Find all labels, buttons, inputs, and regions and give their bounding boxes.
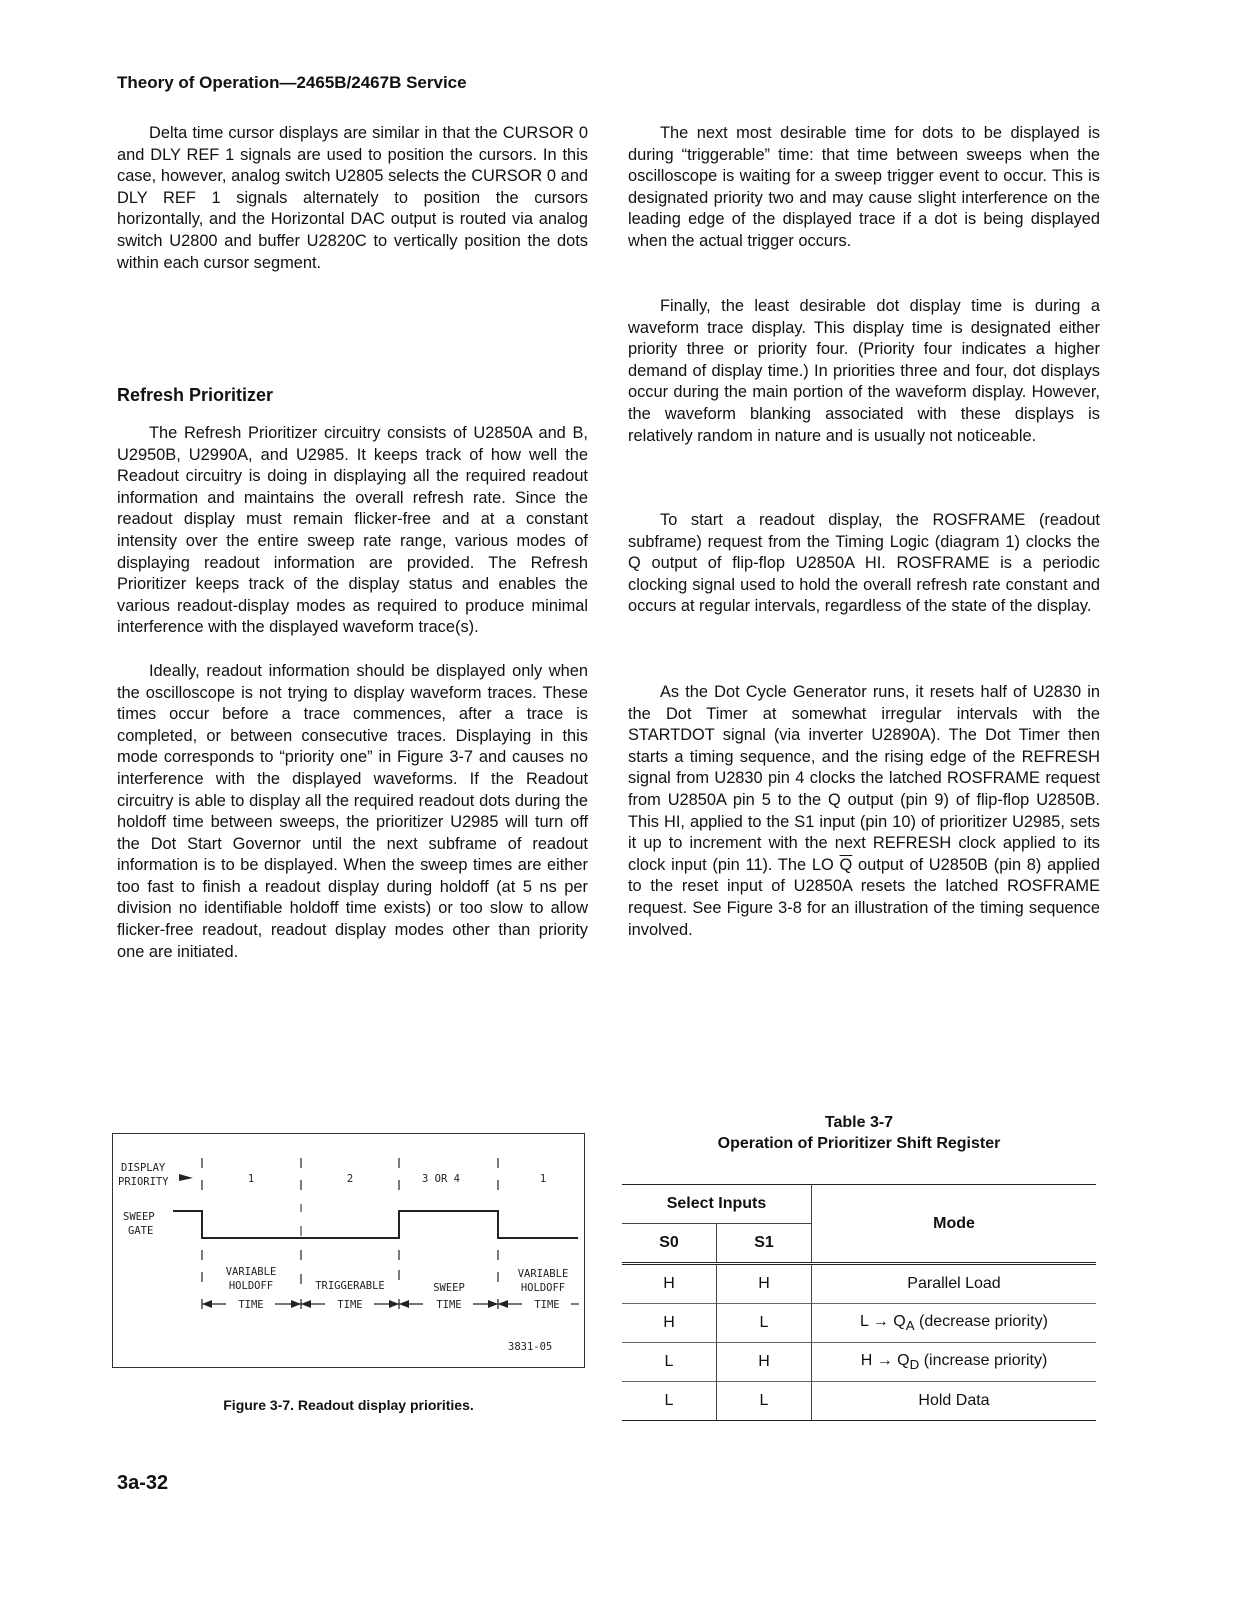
s1-cell: H — [717, 1264, 812, 1304]
table-header-row — [622, 1185, 1096, 1224]
gate-label: GATE — [128, 1225, 154, 1237]
s1-cell: H — [717, 1343, 812, 1382]
paragraph: The next most desirable time for dots to be displayed is during “triggerable” time: that time between sweeps when the oscilloscope is waiting for a sweep trigger event to occur. This is designated priority two and may cause slight interference on the leading edge of the displayed trace if a dot is being displayed when the actual trigger occurs. — [628, 124, 1100, 250]
prioritizer-table — [622, 1184, 1096, 1421]
s0-cell: L — [622, 1382, 717, 1421]
paragraph: To start a readout display, the ROSFRAME (readout subframe) request from the Timing Logic (diagram 1) clocks the Q output of flip-flop U2850A HI. ROSFRAME is a periodic clocking signal used to hold the overall refresh rate constant and occurs at regular intervals, regardless of the state of the display. — [628, 511, 1100, 616]
s1-header: S1 — [717, 1224, 812, 1264]
mode-text: (increase priority) — [919, 1351, 1048, 1369]
sweep-label: SWEEP — [123, 1211, 155, 1223]
s1-cell: L — [717, 1304, 812, 1343]
display-label: DISPLAY — [121, 1162, 166, 1174]
figure-code: 3831-05 — [508, 1341, 553, 1353]
paragraph: The Refresh Prioritizer circuitry consists of U2850A and B, U2950B, U2990A, and U2985. It keeps track of how well the Readout circuitry is doing in displaying all the required readout information and maintains the overall refresh rate. Since the readout display must remain flicker-free and at a constant intensity over the entire sweep rate range, various modes of displaying readout information are provided. The Refresh Prioritizer keeps track of the display status and enables the various readout-display modes as required to produce minimal interference with the displayed waveform trace(s). — [117, 424, 588, 637]
priority-value: 1 — [539, 1173, 547, 1185]
interval-label: VARIABLE — [225, 1266, 277, 1278]
paragraph: Delta time cursor displays are similar in that the CURSOR 0 and DLY REF 1 signals are used to position the cursors. In this case, however, analog switch U2805 selects the CURSOR 0 and DLY REF 1 signals alternately to position the cursors horizontally, and the Horizontal DAC output is routed via analog switch U2800 and buffer U2820C to vertically position the dots within each cursor segment. — [117, 124, 588, 272]
interval-label: TIME — [534, 1299, 560, 1311]
paragraph: Finally, the least desirable dot display time is during a waveform trace display. This display time is designated either priority three or priority four. (Priority four indicates a higher demand of display time.) In priorities three and four, dot displays occur during the main portion of the waveform display. However, the waveform blanking associated with these displays is relatively random in nature and is usually not noticeable. — [628, 297, 1100, 445]
s0-cell: H — [622, 1264, 717, 1304]
figure-caption: Figure 3-7. Readout display priorities. — [223, 1397, 474, 1413]
paragraph: Ideally, readout information should be displayed only when the oscilloscope is not trying to display waveform traces. These times occur before a trace commences, after a trace is completed, or between consecutive traces. Displaying in this mode corresponds to “priority one” in Figure 3-7 and causes no interference with the displayed waveforms. If the Readout circuitry is able to display all the required readout dots during the holdoff time between sweeps, the prioritizer U2985 will turn off the Dot Start Governor until the next subframe of readout information is to be displayed. When the sweep times are either too fast to finish a readout display during holdoff (at 5 ns per division no identifiable holdoff time exists) or too slow to allow flicker-free readout, readout display modes other than priority one are initiated. — [117, 661, 588, 961]
right-column-p2 — [628, 296, 1100, 447]
right-column-p1 — [628, 123, 1100, 253]
arrowhead-icon — [301, 1300, 311, 1308]
interval-label: VARIABLE — [517, 1268, 569, 1280]
mode-text: Parallel Load — [907, 1275, 1001, 1292]
interval-label: HOLDOFF — [520, 1282, 566, 1294]
paragraph-text: As the Dot Cycle Generator runs, it resets half of U2830 in the Dot Timer at somewhat irregular intervals with the STARTDOT signal (via inverter U2890A). The Dot Timer then starts a timing sequence, and the rising edge of the REFRESH signal from U2830 pin 4 clocks the latched ROSFRAME request from U2850A pin 5 to the Q output (pin 9) of flip-flop U2850B. This HI, applied to the S1 input (pin 10) of prioritizer U2985, sets it up to increment with the next REFRESH clock applied to its clock input (pin 11). The LO — [628, 683, 1100, 874]
interval-label: TRIGGERABLE — [315, 1280, 385, 1292]
sweep-gate-waveform — [173, 1211, 578, 1238]
mode-subscript: D — [909, 1357, 920, 1373]
mode-cell — [812, 1264, 1097, 1304]
right-column-p4 — [628, 682, 1100, 941]
mode-text: (decrease priority) — [914, 1312, 1048, 1330]
mode-text: H → Q — [860, 1351, 910, 1369]
page-header: Theory of Operation—2465B/2467B Service — [117, 73, 467, 92]
table-number: Table 3-7 — [824, 1114, 894, 1131]
arrowhead-icon — [498, 1300, 508, 1308]
interval-label: TIME — [436, 1299, 462, 1311]
table-row — [622, 1343, 1096, 1382]
table-row — [622, 1382, 1096, 1421]
interval-label: TIME — [337, 1299, 363, 1311]
table-row — [622, 1264, 1096, 1304]
select-inputs-header: Select Inputs — [622, 1185, 812, 1224]
priority-value: 2 — [346, 1173, 354, 1185]
mode-subscript: A — [905, 1318, 915, 1334]
s0-cell: H — [622, 1304, 717, 1343]
left-column-body — [117, 423, 588, 963]
figure-3-7 — [112, 1133, 585, 1368]
q-bar-symbol: $\overline{Q}$ — [839, 855, 853, 874]
priority-value: 1 — [247, 1173, 255, 1185]
arrowhead-icon — [389, 1300, 399, 1308]
table-title: Operation of Prioritizer Shift Register — [717, 1135, 1001, 1152]
mode-text: Hold Data — [918, 1392, 990, 1409]
page-number: 3a-32 — [117, 1472, 169, 1494]
priority-label: PRIORITY — [118, 1176, 169, 1188]
arrowhead-icon — [399, 1300, 409, 1308]
mode-text: L → Q — [860, 1312, 906, 1330]
paragraph — [628, 682, 1100, 941]
paragraph-text: output of U2850B (pin 8) applied to the reset input of U2850A resets the latched ROSFRAME request. See Figure 3-8 for an illustration of the timing sequence involved. — [628, 855, 1100, 939]
s0-header: S0 — [622, 1224, 717, 1264]
mode-cell — [812, 1304, 1097, 1343]
interval-label: HOLDOFF — [228, 1280, 274, 1292]
mode-cell — [812, 1382, 1097, 1421]
arrow-icon — [179, 1174, 193, 1181]
mode-header: Mode — [812, 1185, 1097, 1264]
priority-value: 3 OR 4 — [422, 1173, 460, 1185]
table-row — [622, 1304, 1096, 1343]
interval-label: SWEEP — [433, 1282, 465, 1294]
left-column-intro — [117, 123, 588, 274]
interval-label: TIME — [238, 1299, 264, 1311]
mode-cell — [812, 1343, 1097, 1382]
s1-cell: L — [717, 1382, 812, 1421]
right-column-p3 — [628, 510, 1100, 618]
arrowhead-icon — [291, 1300, 301, 1308]
arrowhead-icon — [202, 1300, 212, 1308]
s0-cell: L — [622, 1343, 717, 1382]
arrowhead-icon — [488, 1300, 498, 1308]
priority-timing-diagram — [113, 1134, 584, 1367]
section-heading: Refresh Prioritizer — [117, 385, 274, 405]
